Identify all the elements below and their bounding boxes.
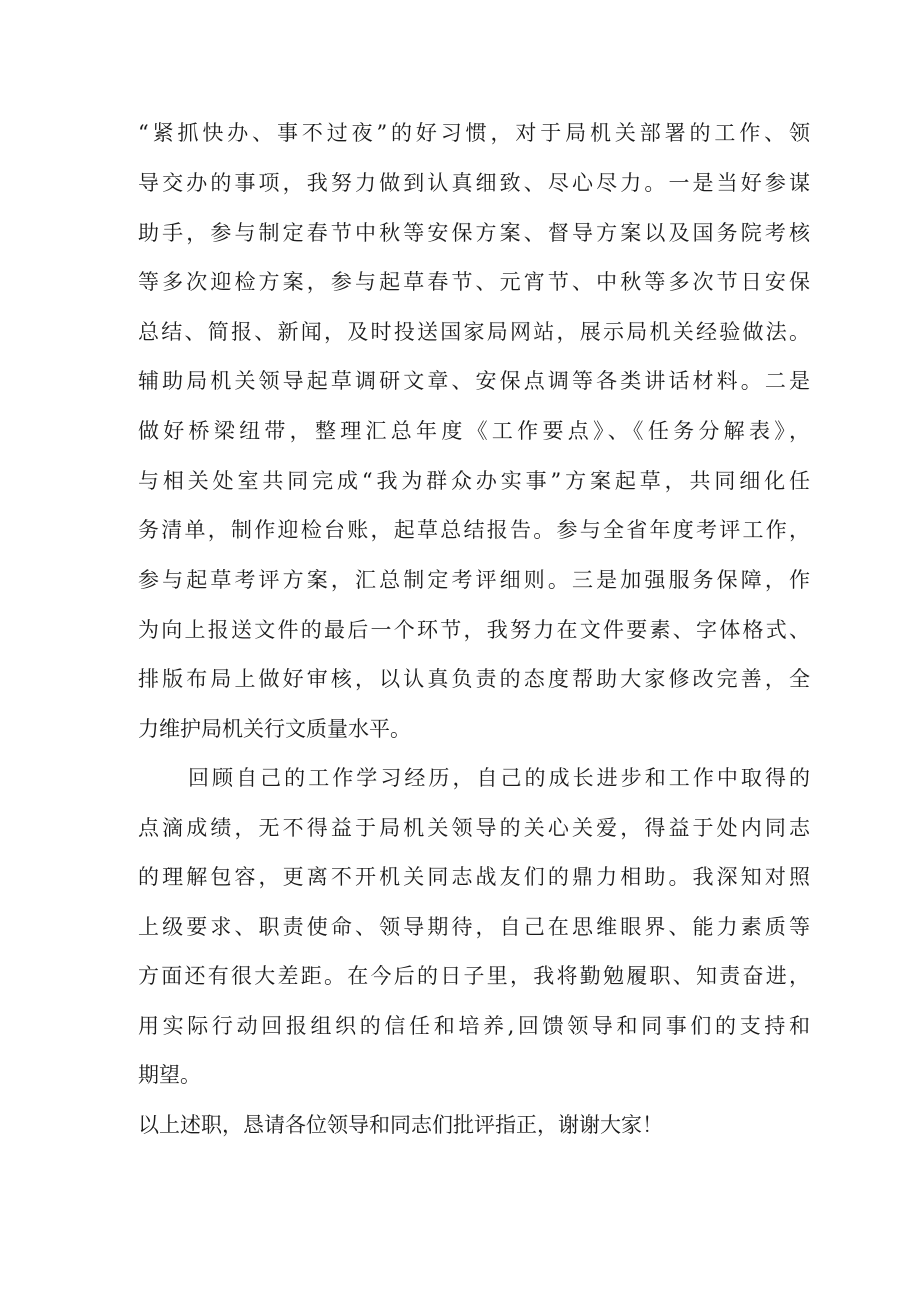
text-line: 点滴成绩，无不得益于局机关领导的关心关爱，得益于处内同志: [138, 816, 810, 840]
text-line: 与相关处室共同完成“我为群众办实事”方案起草，共同细化任: [138, 469, 810, 493]
text-line: 务清单，制作迎检台账，起草总结报告。参与全省年度考评工作，: [138, 518, 810, 542]
text-line: 期望。: [138, 1063, 201, 1087]
text-line: “紧抓快办、事不过夜”的好习惯，对于局机关部署的工作、领: [138, 121, 810, 145]
text-line: 方面还有很大差距。在今后的日子里，我将勤勉履职、知责奋进，: [138, 964, 810, 988]
text-line: 做好桥梁纽带，整理汇总年度《工作要点》、《任务分解表》，: [138, 419, 810, 443]
text-line: 排版布局上做好审核，以认真负责的态度帮助大家修改完善，全: [138, 667, 810, 691]
closing-statement: 以上述职，恳请各位领导和同志们批评指正，谢谢大家！: [138, 1113, 663, 1137]
text-line: 上级要求、职责使命、领导期待，自己在思维眼界、能力素质等: [138, 915, 810, 939]
text-line: 回顾自己的工作学习经历，自己的成长进步和工作中取得的: [188, 766, 810, 790]
text-line: 用实际行动回报组织的信任和培养,回馈领导和同事们的支持和: [138, 1014, 810, 1038]
text-line: 力维护局机关行文质量水平。: [138, 717, 411, 741]
text-line: 助手，参与制定春节中秋等安保方案、督导方案以及国务院考核: [138, 221, 810, 245]
text-line: 等多次迎检方案，参与起草春节、元宵节、中秋等多次节日安保: [138, 270, 810, 294]
text-line: 总结、简报、新闻，及时投送国家局网站，展示局机关经验做法。: [138, 320, 810, 344]
text-line: 辅助局机关领导起草调研文章、安保点调等各类讲话材料。二是: [138, 369, 810, 393]
text-line: 导交办的事项，我努力做到认真细致、尽心尽力。一是当好参谋: [138, 171, 810, 195]
text-line: 的理解包容，更离不开机关同志战友们的鼎力相助。我深知对照: [138, 865, 810, 889]
text-line: 为向上报送文件的最后一个环节，我努力在文件要素、字体格式、: [138, 618, 810, 642]
text-line: 参与起草考评方案，汇总制定考评细则。三是加强服务保障，作: [138, 568, 810, 592]
